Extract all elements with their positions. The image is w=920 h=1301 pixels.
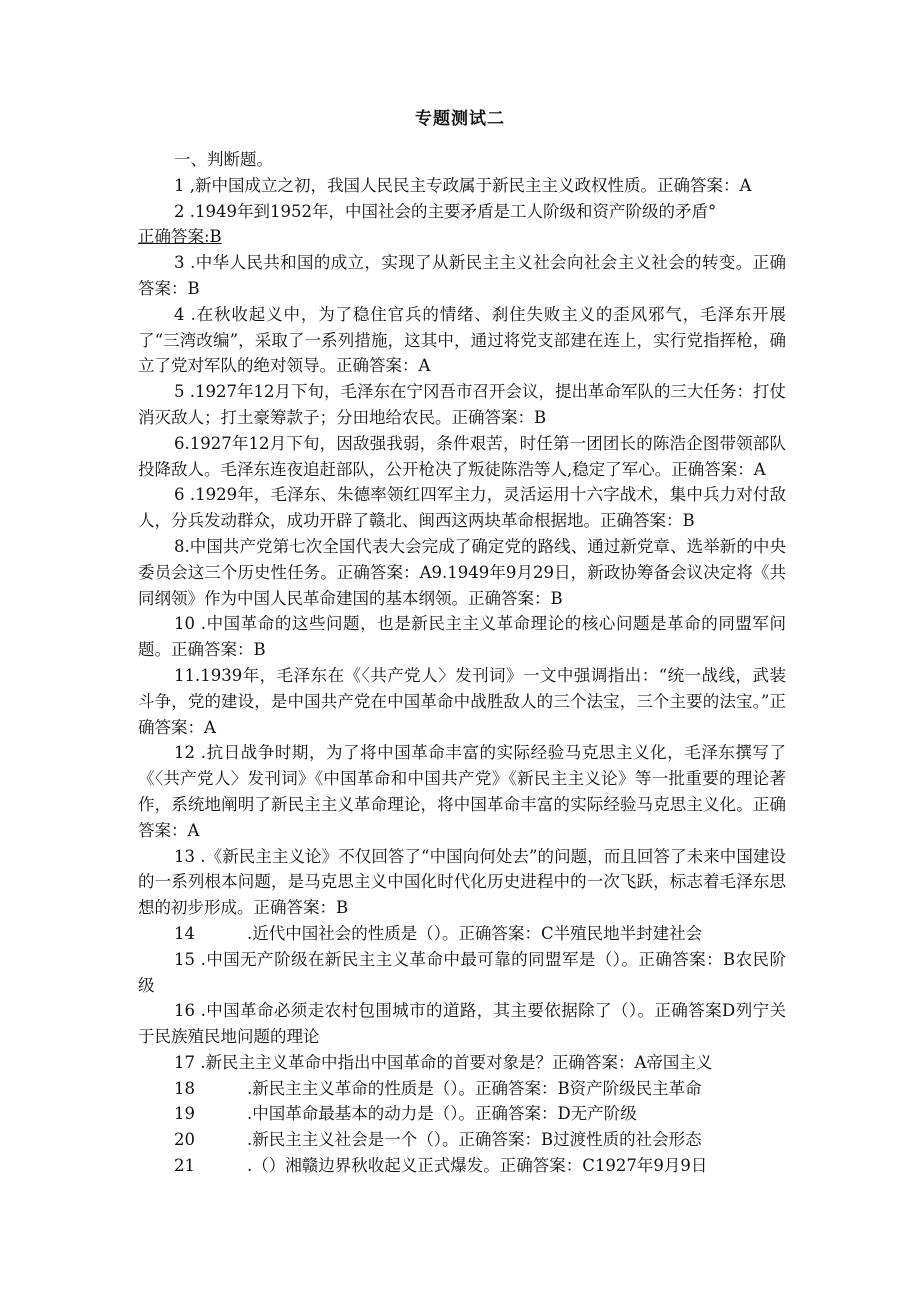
question-2 [138,199,786,225]
question-8-9: 8.中国共产党第七次全国代表大会完成了确定党的路线、通过新党章、选举新的中央委员会这三个历史性任务。正确答案：A9.1949年9月29日，新政协筹备会议决定将《共同纲领》作为中国人民革命建国的基本纲领。正确答案：B [138,536,786,608]
question-20-text: .新民主主义社会是一个（）。正确答案：B过渡性质的社会形态 [247,1130,702,1150]
document-title: 专题测试二 [415,109,505,129]
question-6b: 6 .1929年，毛泽东、朱德率领红四军主力，灵活运用十六字战术，集中兵力对付敌人，分兵发动群众，成功开辟了赣北、闽西这两块革命根据地。正确答案：B [138,485,786,531]
question-14-number: 14 [174,923,195,943]
question-21-number: 21 [174,1156,195,1176]
question-19-text: .中国革命最基本的动力是（）。正确答案：D无产阶级 [247,1104,637,1124]
question-4: 4 .在秋收起义中，为了稳住官兵的情绪、刹住失败主义的歪风邪气，毛泽东开展了“三湾改编”，采取了一系列措施，这其中，通过将党支部建在连上，实行党指挥枪，确立了党对军队的绝对领导。正确答案：A [138,304,786,376]
question-11: 11.1939年，毛泽东在《〈共产党人〉发刊词》一文中强调指出：“统一战线，武装斗争，党的建设，是中国共产党在中国革命中战胜敌人的三个法宝，三个主要的法宝。”正确答案：A [138,665,786,737]
question-20 [138,1127,786,1153]
question-18 [138,1076,786,1102]
question-17: 17 .新民主主义革命中指出中国革命的首要对象是？正确答案：A帝国主义 [174,1052,713,1072]
question-1: 1 ,新中国成立之初，我国人民民主专政属于新民主主义政权性质。正确答案：A [174,175,752,195]
question-21-text: .（）湘赣边界秋收起义正式爆发。正确答案：C1927年9月9日 [247,1156,708,1176]
question-21 [138,1153,786,1179]
question-14 [138,921,786,947]
question-19 [138,1101,786,1127]
question-2-answer: 正确答案:B [138,227,222,247]
question-2-answer-line [138,224,786,250]
section-heading: 一、判断题。 [174,150,273,169]
question-3: 3 .中华人民共和国的成立，实现了从新民主主义社会向社会主义社会的转变。正确答案：B [138,253,786,298]
question-16: 16 .中国革命必须走农村包围城市的道路，其主要依据除了（）。正确答案D列宁关于民族殖民地问题的理论 [138,1001,786,1047]
question-10: 10 .中国革命的这些问题，也是新民主主义革命理论的核心问题是革命的同盟军问题。正确答案：B [138,614,786,660]
question-18-number: 18 [174,1078,195,1098]
question-5: 5 .1927年12月下旬，毛泽东在宁冈吾市召开会议，提出革命军队的三大任务：打仗消灭敌人；打土豪筹款子；分田地给农民。正确答案：B [138,382,786,427]
document-body [138,147,786,1179]
question-13: 13 .《新民主主义论》不仅回答了“中国向何处去”的问题，而且回答了未来中国建设的一系列根本问题，是马克思主义中国化时代化历史进程中的一次飞跃，标志着毛泽东思想的初步形成。正确答案：B [138,846,786,918]
question-2-text: 2 .1949年到1952年，中国社会的主要矛盾是工人阶级和资产阶级的矛盾° [174,201,717,221]
question-18-text: .新民主主义革命的性质是（）。正确答案：B资产阶级民主革命 [247,1078,702,1098]
question-14-text: .近代中国社会的性质是（）。正确答案：C半殖民地半封建社会 [247,923,703,943]
question-6a: 6.1927年12月下旬，因敌强我弱，条件艰苦，时任第一团团长的陈浩企图带领部队投降敌人。毛泽东连夜追赶部队，公开枪决了叛徒陈浩等人,稳定了军心。正确答案：A [138,433,786,479]
question-15: 15 .中国无产阶级在新民主主义革命中最可靠的同盟军是（）。正确答案：B农民阶级 [138,949,786,995]
question-12: 12 .抗日战争时期，为了将中国革命丰富的实际经验马克思主义化，毛泽东撰写了《〈共产党人〉发刊词》《中国革命和中国共产党》《新民主主义论》等一批重要的理论著作，系统地阐明了新民主主义革命理论，将中国革命丰富的实际经验马克思主义化。正确答案：A [138,743,786,840]
question-20-number: 20 [174,1130,195,1150]
question-19-number: 19 [174,1104,195,1124]
